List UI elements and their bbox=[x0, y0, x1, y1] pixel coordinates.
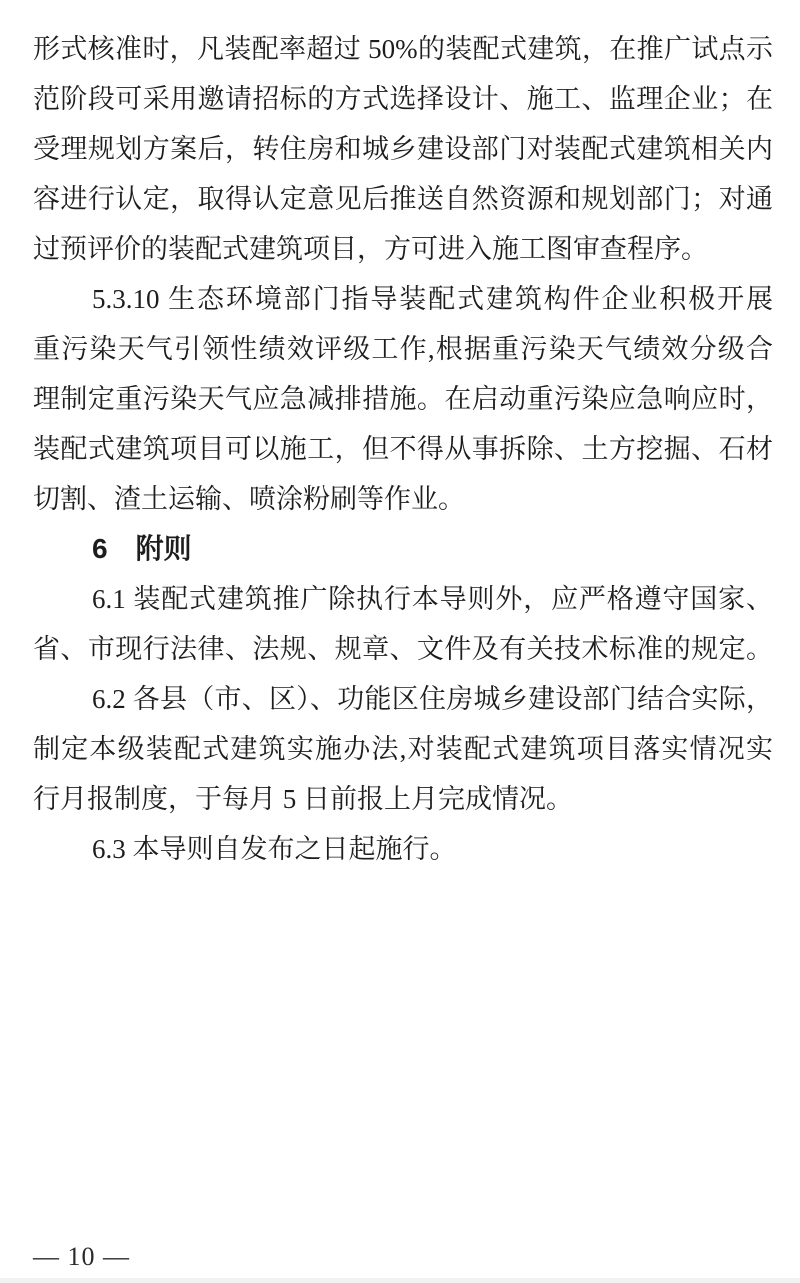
section-heading-6: 6 附则 bbox=[92, 533, 192, 564]
text-line: 过预评价的装配式建筑项目，方可进入施工图审查程序。 bbox=[33, 234, 708, 264]
text-line: 理制定重污染天气应急减排措施。在启动重污染应急响应时， bbox=[33, 384, 773, 414]
text-line-clause-5-3-10: 5.3.10 生态环境部门指导装配式建筑构件企业积极开展 bbox=[92, 284, 773, 314]
text-line: 省、市现行法律、法规、规章、文件及有关技术标准的规定。 bbox=[33, 634, 773, 664]
text-line: 形式核准时，凡装配率超过 50%的装配式建筑，在推广试点示 bbox=[33, 34, 773, 64]
text-line: 装配式建筑项目可以施工，但不得从事拆除、土方挖掘、石材 bbox=[33, 434, 773, 464]
text-line: 行月报制度，于每月 5 日前报上月完成情况。 bbox=[33, 784, 573, 814]
text-line: 切割、渣土运输、喷涂粉刷等作业。 bbox=[33, 484, 465, 514]
text-line: 受理规划方案后，转住房和城乡建设部门对装配式建筑相关内 bbox=[33, 134, 773, 164]
text-line-clause-6-3: 6.3 本导则自发布之日起施行。 bbox=[92, 834, 457, 864]
text-line-clause-6-2: 6.2 各县（市、区）、功能区住房城乡建设部门结合实际， bbox=[92, 684, 773, 714]
text-line: 重污染天气引领性绩效评级工作,根据重污染天气绩效分级合 bbox=[33, 334, 773, 364]
text-line: 制定本级装配式建筑实施办法,对装配式建筑项目落实情况实 bbox=[33, 734, 773, 764]
text-line: 范阶段可采用邀请招标的方式选择设计、施工、监理企业；在 bbox=[33, 84, 773, 114]
text-line: 容进行认定，取得认定意见后推送自然资源和规划部门；对通 bbox=[33, 184, 773, 214]
text-line-clause-6-1: 6.1 装配式建筑推广除执行本导则外，应严格遵守国家、 bbox=[92, 584, 773, 614]
page-body-text bbox=[33, 24, 773, 874]
page-number: — 10 — bbox=[33, 1242, 130, 1271]
scan-edge-shadow bbox=[0, 1278, 800, 1283]
